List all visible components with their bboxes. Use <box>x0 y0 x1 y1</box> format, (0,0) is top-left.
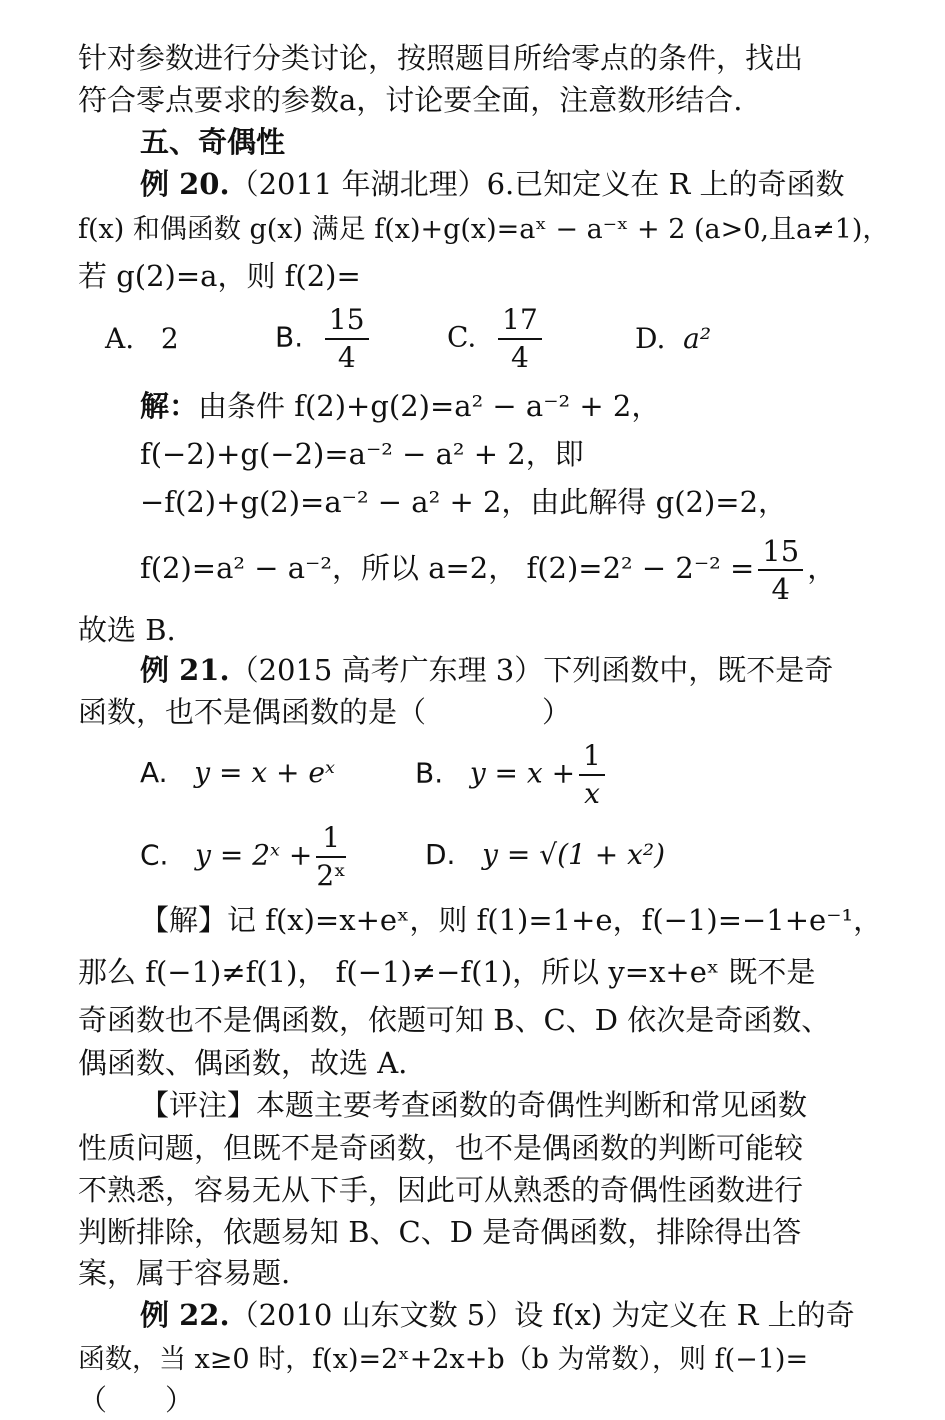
ex21-solution-line-4: 偶函数、偶函数，故选 A. <box>78 1046 408 1080</box>
ex21-note-line-5: 案，属于容易题. <box>78 1256 291 1290</box>
ex21-option-d: D. y = √(1 + x²) <box>425 838 666 871</box>
ex20-option-c-fraction: $\frac{17}{4}$ <box>498 302 542 376</box>
section-heading: 五、奇偶性 <box>140 125 286 159</box>
ex20-solution-fraction: $\frac{15}{4}$ <box>758 533 803 607</box>
ex20-header-rest: （2011 年湖北理）6.已知定义在 R 上的奇函数 <box>229 167 845 201</box>
intro-line-1: 针对参数进行分类讨论，按照题目所给零点的条件，找出 <box>78 41 804 75</box>
ex21-header-rest: （2015 高考广东理 3）下列函数中，既不是奇 <box>229 653 834 687</box>
ex21-line-2: 函数，也不是偶函数的是（ ） <box>78 695 572 729</box>
ex21-options-row-1 <box>140 738 740 818</box>
ex21-note-line-1: 【评注】本题主要考查函数的奇偶性判断和常见函数 <box>140 1088 808 1122</box>
ex20-header <box>140 164 875 204</box>
ex21-solution-line-2: 那么 f(−1)≠f(1)， f(−1)≠−f(1)，所以 y=x+eˣ 既不是 <box>78 955 816 989</box>
ex20-solution-line-3: −f(2)+g(2)=a⁻² − a² + 2，由此解得 g(2)=2， <box>140 485 788 519</box>
ex20-option-d: D. a² <box>635 322 712 355</box>
ex21-options-row-2 <box>140 820 740 900</box>
ex20-option-a: A. 2 <box>105 322 179 355</box>
ex22-header <box>140 1295 875 1335</box>
ex22-line-3: （ ） <box>78 1383 195 1417</box>
ex20-option-b: B. $\frac{15}{4}$ <box>275 302 373 376</box>
ex21-note-line-2: 性质问题，但既不是奇函数，也不是偶函数的判断可能较 <box>78 1131 804 1165</box>
ex21-note-line-3: 不熟悉，容易无从下手，因此可从熟悉的奇偶性函数进行 <box>78 1173 804 1207</box>
ex22-label: 例 22. <box>140 1298 230 1332</box>
ex21-label: 例 21. <box>140 653 230 687</box>
ex20-option-c: C. $\frac{17}{4}$ <box>447 302 546 376</box>
ex20-line-2: f(x) 和偶函数 g(x) 满足 f(x)+g(x)=aˣ − a⁻ˣ + 2 (a>0,且a≠1)， <box>78 214 890 245</box>
ex21-option-b-fraction: $\frac{1}{x}$ <box>579 738 605 812</box>
ex21-solution-line-1: 【解】记 f(x)=x+eˣ，则 f(1)=1+e，f(−1)=−1+e⁻¹， <box>140 903 883 937</box>
ex20-line-3: 若 g(2)=a，则 f(2)= <box>78 259 361 293</box>
ex20-solution-line-1: 解：由条件 f(2)+g(2)=a² − a⁻² + 2， <box>140 389 661 423</box>
ex22-header-rest: （2010 山东文数 5）设 f(x) 为定义在 R 上的奇 <box>229 1298 855 1332</box>
ex21-option-a: A. y = x + eˣ <box>140 756 335 789</box>
ex21-option-b: B. y = x + $\frac{1}{x}$ <box>415 738 609 812</box>
ex20-solution-line-4: f(2)=a² − a⁻²，所以 a=2， f(2)=2² − 2⁻² = $\frac{15}{4}$ ， <box>140 534 837 606</box>
ex20-conclusion: 故选 B. <box>78 613 176 647</box>
ex21-solution-line-3: 奇函数也不是偶函数，依题可知 B、C、D 依次是奇函数、 <box>78 1003 831 1037</box>
ex20-label: 例 20. <box>140 167 230 201</box>
ex21-option-c-fraction: $\frac{1}{\text{2ˣ}}$ <box>316 821 347 892</box>
ex21-note-line-4: 判断排除，依题易知 B、C、D 是奇偶函数，排除得出答 <box>78 1215 802 1249</box>
ex21-option-c: C. y = 2ˣ + $\frac{1}{\text{2ˣ}}$ <box>140 821 347 892</box>
ex20-option-b-fraction: $\frac{15}{4}$ <box>325 302 369 376</box>
ex21-header <box>140 650 875 690</box>
intro-line-2: 符合零点要求的参数a，讨论要全面，注意数形结合. <box>78 83 743 117</box>
ex20-options <box>105 302 805 382</box>
ex20-solution-line-2: f(−2)+g(−2)=a⁻² − a² + 2，即 <box>140 437 584 471</box>
ex22-line-2: 函数，当 x≥0 时，f(x)=2ˣ+2x+b（b 为常数），则 f(−1)= <box>78 1344 809 1375</box>
